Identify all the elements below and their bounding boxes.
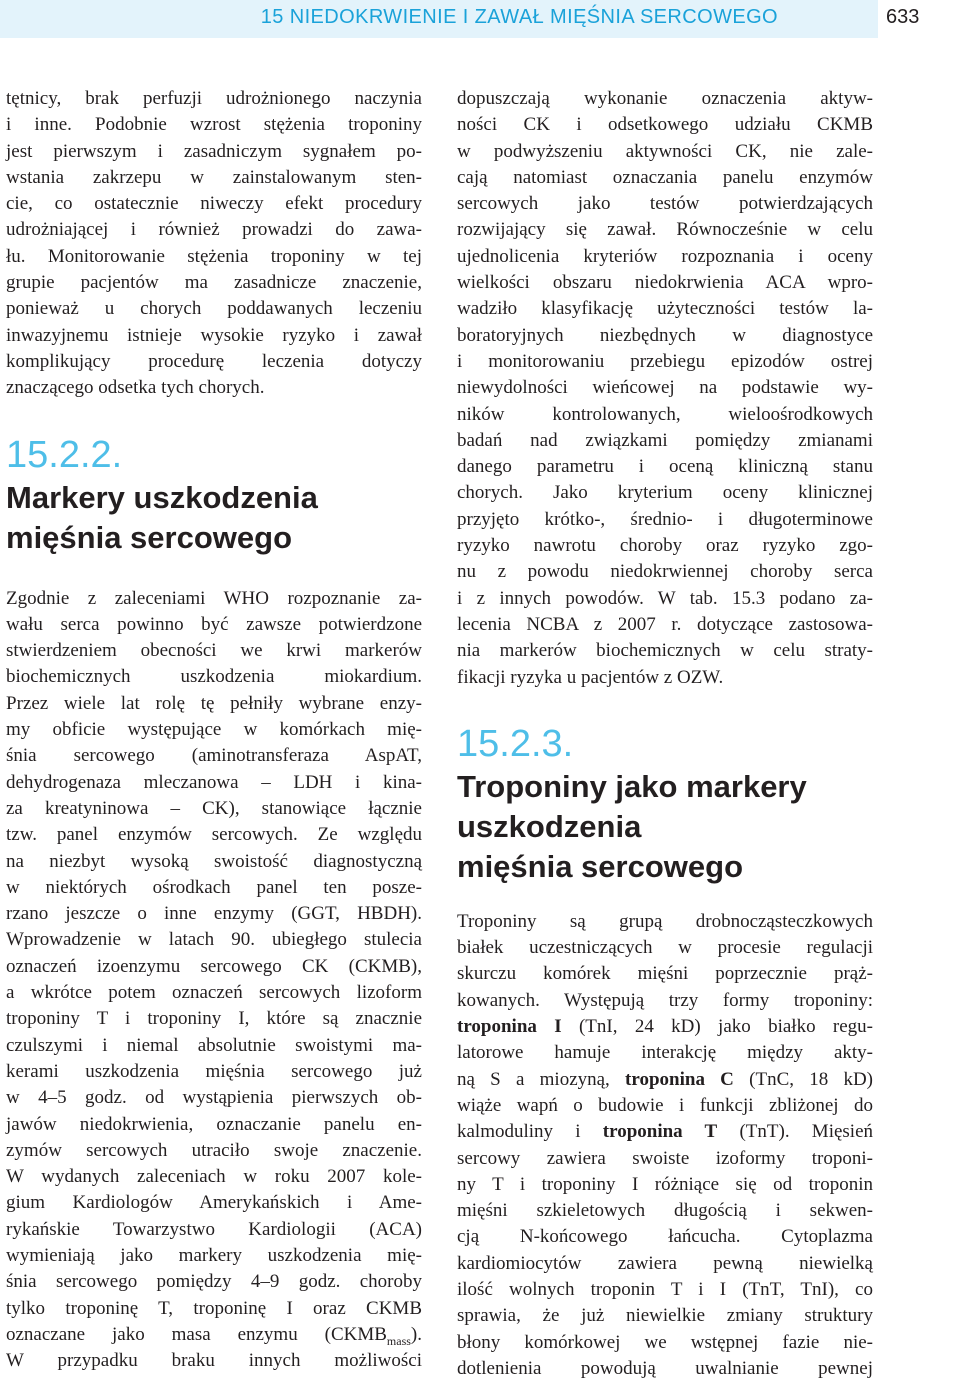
section-title-line: Markery uszkodzenia: [6, 479, 318, 515]
text-line: lecenia NCBA z 2007 r. dotyczące zastosowa-: [457, 613, 873, 635]
text-line: wielkości obszaru niedokrwienia ACA wpro-: [457, 272, 873, 294]
text-line: badań nad związkami pomiędzy zmianami: [457, 429, 873, 451]
section-heading: [457, 721, 873, 887]
text-line: śnia sercowego pomiędzy 4–9 godz. choroby: [6, 1271, 422, 1293]
text-line: mięśni szkieletowych długością i sekwen-: [457, 1200, 873, 1222]
text-line: dotlenienia powodują uwalnianie pewnej: [457, 1357, 873, 1379]
text-line: ujednolicenia kryteriów rozpoznania i oceny: [457, 245, 873, 267]
paragraph: [457, 86, 873, 691]
text-line: nia markerów biochemicznych w celu straty-: [457, 640, 873, 662]
text-line: Troponiny są grupą drobnocząsteczkowych: [457, 910, 873, 932]
section-number: 15.2.2.: [6, 433, 123, 476]
text-line: latorowe hamuje interakcję między akty-: [457, 1042, 873, 1064]
text-line: i z innych powodów. W tab. 15.3 podano za-: [457, 587, 873, 609]
text-line: wstania zakrzepu w zainstalowanym sten-: [6, 166, 422, 188]
text-line: [457, 1067, 873, 1093]
text-line: łu. Monitorowanie stężenia troponiny w tej: [6, 245, 422, 267]
text-line: Przez wiele lat rolę tę pełniły wybrane enzy-: [6, 692, 422, 714]
text-line: śnia sercowego (aminotransferaza AspAT,: [6, 745, 422, 767]
text-line: nu z powodu niedokrwiennej choroby serca: [457, 561, 873, 583]
text-line: inwazyjnemu istnieje wysokie ryzyko i zawał: [6, 324, 422, 346]
header-band: [0, 0, 878, 38]
text-line: cją N-końcowego łańcucha. Cytoplazma: [457, 1226, 873, 1248]
text-line: jawów niedokrwienia, oznaczanie panelu en-: [6, 1113, 422, 1135]
text-line: znaczącego odsetka tych chorych.: [6, 377, 265, 399]
text-line: gium Kardiologów Amerykańskich i Ame-: [6, 1192, 422, 1214]
text-line: chorych. Jako kryterium oceny klinicznej: [457, 482, 873, 504]
running-header: [0, 0, 960, 38]
text-line: i monitorowaniu przebiegu epizodów ostrej: [457, 350, 873, 372]
text-line: udrożniającej i również prowadzi do zawa-: [6, 219, 422, 241]
text-line: [457, 1119, 873, 1145]
left-column: [6, 86, 422, 1374]
text-line: komplikujący procedurę leczenia dotyczy: [6, 350, 422, 372]
text-span: (TnI, 24 kD) jako białko regu-: [561, 1016, 873, 1038]
text-line: w 4–5 godz. od wystąpienia pierwszych ob-: [6, 1087, 422, 1109]
text-line: cie, co ostatecznie niweczy efekt procedury: [6, 193, 422, 215]
text-line: a wkrótce potem oznaczeń sercowych lizoform: [6, 982, 422, 1004]
section-title-line: Troponiny jako markery: [457, 768, 807, 804]
text-line: grupie pacjentów ma zasadnicze znaczenie,: [6, 272, 422, 294]
text-line: w podwyższeniu aktywności CK, nie zale-: [457, 140, 873, 162]
text-line: na niezbyt wysoką swoistość diagnostyczną: [6, 850, 422, 872]
text-line: jest pierwszym i zasadniczym sygnałem po-: [6, 140, 422, 162]
bold-term: troponina I: [457, 1016, 562, 1038]
paragraph: [6, 86, 422, 402]
text-span: ną S a miozyną,: [457, 1068, 626, 1090]
text-line: biochemicznych uszkodzenia miokardium.: [6, 666, 422, 688]
text-span: kalmoduliny i: [457, 1121, 603, 1143]
paragraph: [457, 909, 873, 1382]
text-line: ryzyko nawrotu choroby oraz ryzyko zgo-: [457, 535, 873, 557]
text-span: (TnC, 18 kD): [733, 1068, 874, 1090]
text-line: białek uczestniczących w procesie regulacji: [457, 937, 873, 959]
text-line: ników kontrolowanych, wieloośrodkowych: [457, 403, 873, 425]
text-line: tzw. panel enzymów sercowych. Ze względu: [6, 824, 422, 846]
section-title-line: uszkodzenia: [457, 808, 642, 844]
text-line: kardiomiocytów zawiera pewną niewielką: [457, 1252, 873, 1274]
text-line: i inne. Podobnie wzrost stężenia troponiny: [6, 114, 422, 136]
text-line: ponieważ u chorych poddawanych leczeniu: [6, 298, 422, 320]
text-line: ny T i troponiny I różniące się od troponin: [457, 1173, 873, 1195]
text-line: fikacji ryzyka u pacjentów z OZW.: [457, 666, 724, 688]
text-line: troponiny T i troponiny I, które są znacznie: [6, 1008, 422, 1030]
text-line: rozwijający się zawał. Równocześnie w celu: [457, 219, 873, 241]
chapter-title: 15 NIEDOKRWIENIE I ZAWAŁ MIĘŚNIA SERCOWEGO: [260, 6, 778, 28]
text-line: dehydrogenaza mleczanowa – LDH i kina-: [6, 771, 422, 793]
bold-term: troponina C: [625, 1068, 734, 1090]
text-line: niewydolności wieńcowej na podstawie wy-: [457, 377, 873, 399]
text-line: sercowy zawiera swoiste izoformy troponi-: [457, 1147, 873, 1169]
text-line: W przypadku braku innych możliwości: [6, 1350, 422, 1372]
right-column: [457, 86, 873, 1382]
text-line: wymieniają jako markery uszkodzenia mię-: [6, 1244, 422, 1266]
text-line: sercowych jako testów potwierdzających: [457, 193, 873, 215]
section-heading: [6, 432, 422, 558]
section-title-line: mięśnia sercowego: [457, 848, 744, 884]
text-line: zymów sercowych utraciło swoje znaczenie.: [6, 1139, 422, 1161]
text-line: skurczu komórek mięśni poprzecznie prąż-: [457, 963, 873, 985]
text-line: przyjęto krótko-, średnio- i długoterminowe: [457, 508, 873, 530]
text-line: oznaczeń izoenzymu sercowego CK (CKMB),: [6, 955, 422, 977]
text-line: ilość wolnych troponin T i I (TnT, TnI), co: [457, 1278, 873, 1300]
subscript: mass: [386, 1333, 411, 1348]
text-line: rykańskie Towarzystwo Kardiologii (ACA): [6, 1218, 422, 1240]
text-line: ności CK i odsetkowego udziału CKMB: [457, 114, 873, 136]
text-line: błony komórkowej we wstępnej fazie nie-: [457, 1331, 873, 1353]
text-line: Wprowadzenie w latach 90. ubiegłego stulecia: [6, 929, 422, 951]
text-line: stwierdzeniem obecności we krwi markerów: [6, 640, 422, 662]
section-number: 15.2.3.: [457, 722, 574, 765]
text-line: za kreatyninowa – CK), stanowiące łącznie: [6, 797, 422, 819]
text-line: wału serca powinno być zawsze potwierdzone: [6, 613, 422, 635]
text-line: boratoryjnych niezbędnych w diagnostyce: [457, 324, 873, 346]
text-line: kerami uszkodzenia mięśnia sercowego już: [6, 1060, 422, 1082]
text-line: danego parametru i oceną kliniczną stanu: [457, 456, 873, 478]
paragraph: [6, 586, 422, 1375]
text-line: W wydanych zaleceniach w roku 2007 kole-: [6, 1166, 422, 1188]
text-line: cają natomiast oznaczania panelu enzymów: [457, 166, 873, 188]
text-line: kowanych. Występują trzy formy troponiny:: [457, 989, 873, 1011]
text-line: [6, 1322, 422, 1348]
text-line: wiąże wapń o budowie i funkcji zbliżonej do: [457, 1094, 873, 1116]
bold-term: troponina T: [602, 1121, 718, 1143]
page-number: 633: [886, 6, 920, 28]
text-line: tylko troponinę T, troponinę I oraz CKMB: [6, 1297, 422, 1319]
text-line: [457, 1014, 873, 1040]
text-span: oznaczane jako masa enzymu (CKMB: [6, 1323, 387, 1345]
text-line: sprawia, że już niewielkie zmiany struktury: [457, 1305, 873, 1327]
text-line: dopuszczają wykonanie oznaczenia aktyw-: [457, 88, 873, 109]
text-span: (TnT). Mięsień: [717, 1121, 874, 1143]
text-line: w niektórych ośrodkach panel ten posze-: [6, 876, 422, 898]
text-line: my obficie występujące w komórkach mię-: [6, 719, 422, 741]
section-title-line: mięśnia sercowego: [6, 519, 293, 555]
text-line: tętnicy, brak perfuzji udrożnionego naczynia: [6, 88, 422, 109]
text-line: wadziło klasyfikację użyteczności testów la-: [457, 298, 873, 320]
text-span: ).: [410, 1323, 422, 1345]
text-line: rzano jeszcze o inne enzymy (GGT, HBDH).: [6, 903, 422, 925]
text-line: Zgodnie z zaleceniami WHO rozpoznanie za-: [6, 587, 422, 609]
text-line: czulszymi i niemal absolutnie swoistymi ma-: [6, 1034, 422, 1056]
